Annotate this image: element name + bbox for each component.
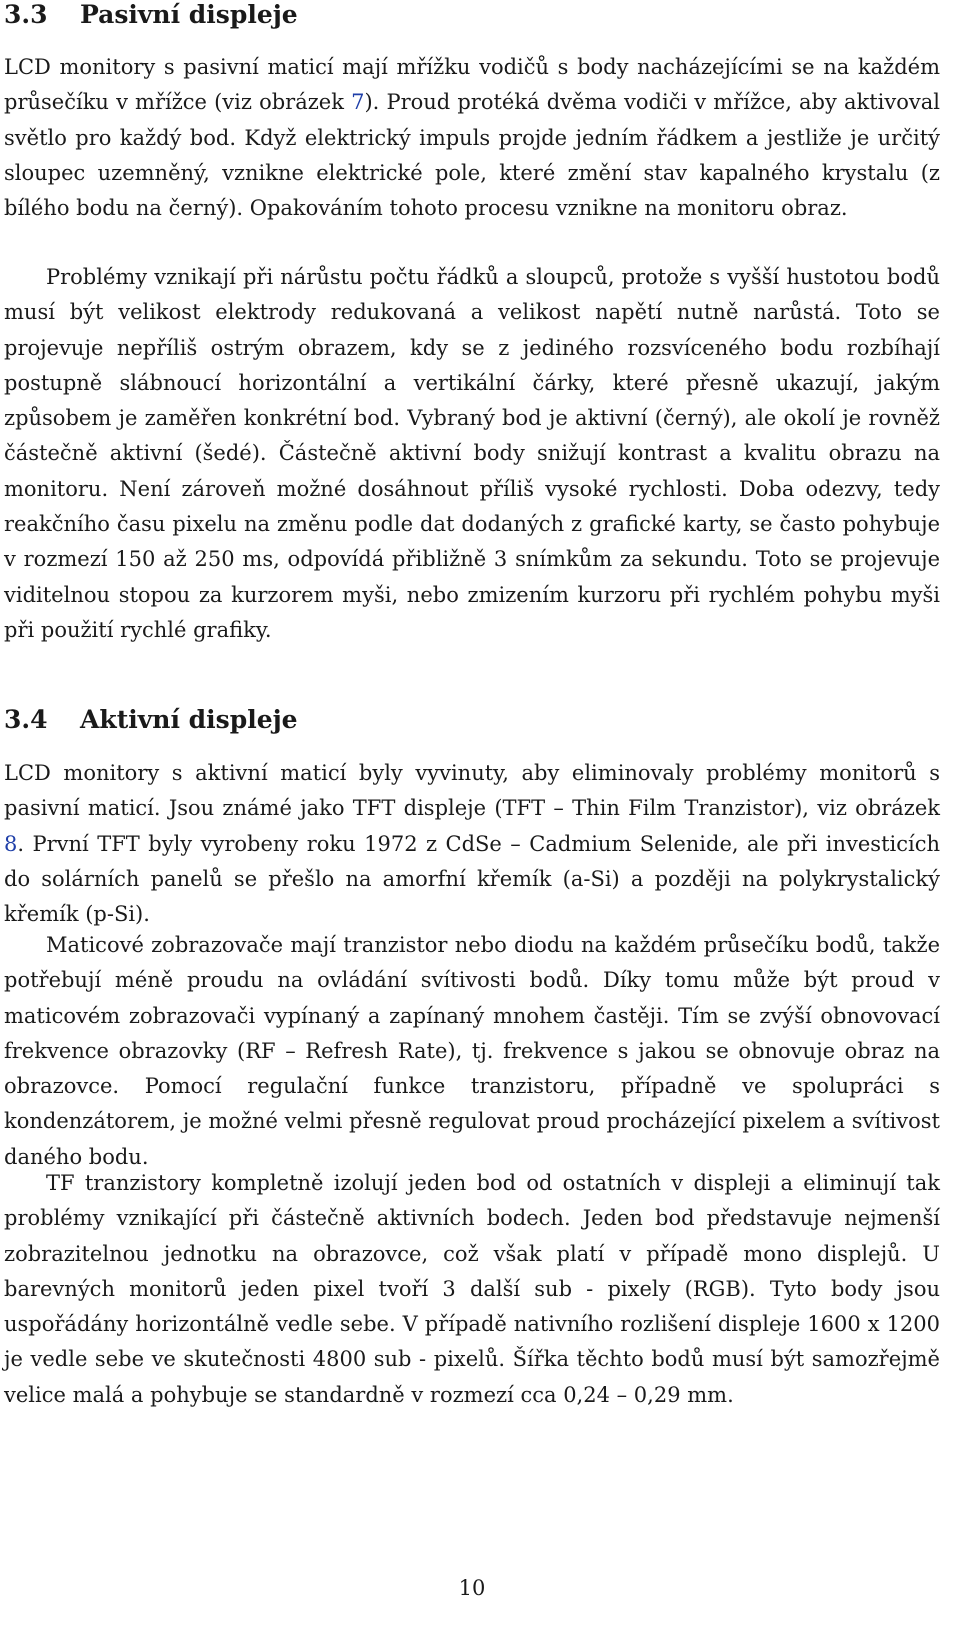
paragraph bbox=[4, 756, 940, 932]
section-number: 3.3 bbox=[4, 0, 48, 29]
section-number: 3.4 bbox=[4, 705, 48, 734]
figure-reference-link[interactable]: 7 bbox=[351, 90, 365, 115]
paragraph: Problémy vznikají při nárůstu počtu řádků a sloupců, protože s vyšší hustotou bodů musí být velikost elektrody redukovaná a velikost napětí nutně narůstá. Toto se projevuje nepříliš ostrým obrazem, kdy se z jediného rozsvíceného bodu rozbíhají postupně slábnoucí horizontální a vertikální čárky, které přesně ukazují, jakým způsobem je zaměřen konkrétní bod. Vybraný bod je aktivní (černý), ale okolí je rovněž částečně aktivní (šedé). Částečně aktivní body snižují kontrast a kvalitu obrazu na monitoru. Není zároveň možné dosáhnout příliš vysoké rychlosti. Doba odezvy, tedy reakčního času pixelu na změnu podle dat dodaných z grafické karty, se často pohybuje v rozmezí 150 až 250 ms, odpovídá přibližně 3 snímkům za sekundu. Toto se projevuje viditelnou stopou za kurzorem myši, nebo zmizením kurzoru při rychlém pohybu myši při použití rychlé grafiky. bbox=[4, 265, 940, 642]
section-title: Pasivní displeje bbox=[80, 0, 298, 29]
figure-reference-link[interactable]: 8 bbox=[4, 831, 18, 856]
paragraph: TF tranzistory kompletně izolují jeden bod od ostatních v displeji a eliminují tak problémy vznikající při částečně aktivních bodech. Jeden bod představuje nejmenší zobrazitelnou jednotku na obrazovce, což však platí v případě mono displejů. U barevných monitorů jeden pixel tvoří 3 další sub - pixely (RGB). Tyto body jsou uspořádány horizontálně vedle sebe. V případě nativního rozlišení displeje 1600 x 1200 je vedle sebe ve skutečnosti 4800 sub - pixelů. Šířka těchto bodů musí být samozřejmě velice malá a pohybuje se standardně v rozmezí cca 0,24 – 0,29 mm. bbox=[4, 1171, 940, 1407]
paragraph bbox=[4, 50, 940, 226]
page-number: 10 bbox=[458, 1576, 486, 1600]
section-heading-3-4 bbox=[4, 705, 298, 735]
paragraph-text: LCD monitory s pasivní maticí mají mřížku vodičů s body nacházejícími se na každém průsečíku v mřížce (viz obrázek bbox=[4, 55, 940, 115]
section-title: Aktivní displeje bbox=[80, 705, 298, 734]
paragraph-text: . První TFT byly vyrobeny roku 1972 z CdSe – Cadmium Selenide, ale při investicích do solárních panelů se přešlo na amorfní křemík (a-Si) a později na polykrystalický křemík (p-Si). bbox=[4, 831, 940, 927]
section-heading-3-3 bbox=[4, 0, 298, 30]
paragraph-text: LCD monitory s aktivní maticí byly vyvinuty, aby eliminovaly problémy monitorů s pasivní maticí. Jsou známé jako TFT displeje (TFT – Thin Film Tranzistor), viz obrázek bbox=[4, 761, 940, 821]
paragraph-text: ). Proud protéká dvěma vodiči v mřížce, aby aktivoval světlo pro každý bod. Když elektrický impuls projde jedním řádkem a jestliže je určitý sloupec uzemněný, vznikne elektrické pole, které změní stav kapalného krystalu (z bílého bodu na černý). Opakováním tohoto procesu vznikne na monitoru obraz. bbox=[4, 90, 940, 221]
paragraph: Maticové zobrazovače mají tranzistor nebo diodu na každém průsečíku bodů, takže potřebují méně proudu na ovládání svítivosti bodů. Díky tomu může být proud v maticovém zobrazovači vypínaný a zapínaný mnohem častěji. Tím se zvýší obnovovací frekvence obrazovky (RF – Refresh Rate), tj. frekvence s jakou se obnovuje obraz na obrazovce. Pomocí regulační funkce tranzistoru, případně ve spolupráci s kondenzátorem, je možné velmi přesně regulovat proud procházející pixelem a svítivost daného bodu. bbox=[4, 933, 940, 1169]
